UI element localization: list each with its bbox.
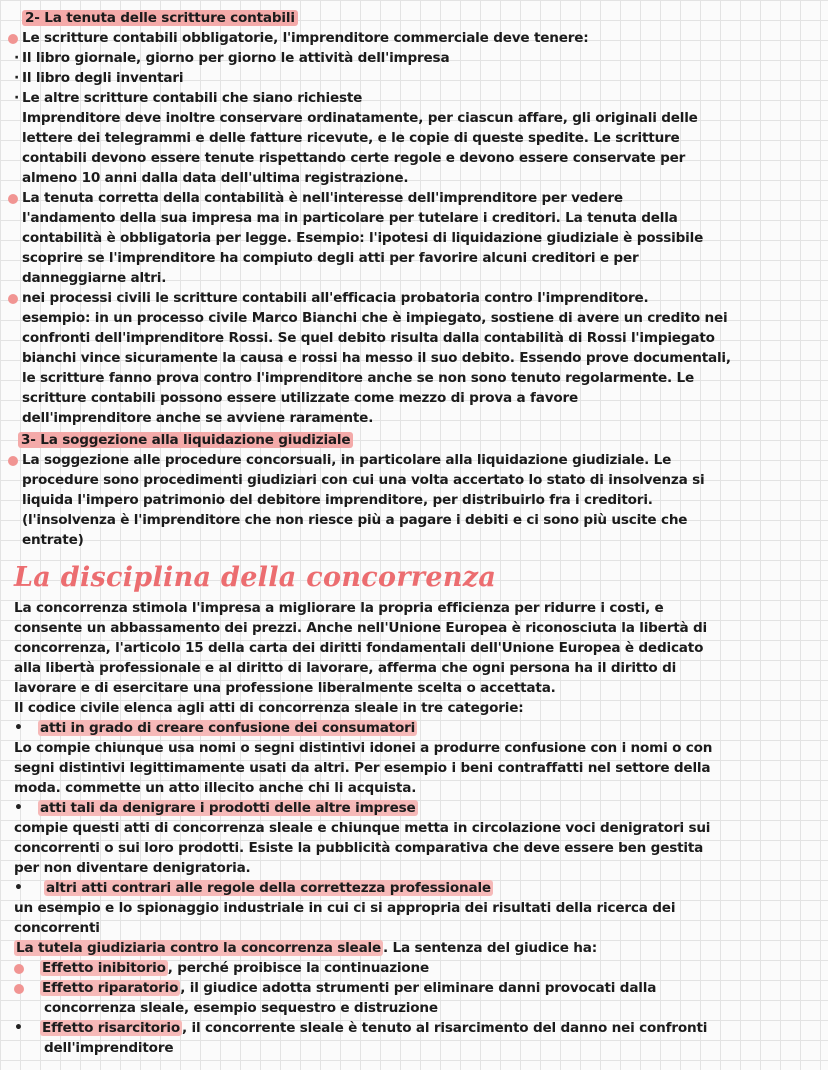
paragraph-line: l'andamento della sua impresa ma in particolare per tutelare i creditori. La tenuta della <box>22 210 678 226</box>
paragraph-line: contabilità è obbligatoria per legge. Esempio: l'ipotesi di liquidazione giudiziale è possibile <box>22 230 704 246</box>
pink-bullet-icon <box>14 964 24 974</box>
paragraph-line: per non diventare denigratoria. <box>14 860 251 876</box>
paragraph-line: lettere dei telegrammi e delle fatture ricevute, e le copie di queste spedite. Le scritture <box>22 130 680 146</box>
paragraph-line: bianchi vince sicuramente la causa e rossi ha messo il suo debito. Essendo prove documentali, <box>22 350 731 366</box>
paragraph-line: contabili devono essere tenute rispettando certe regole e devono essere conservate per <box>22 150 686 166</box>
paragraph-line: concorrenti <box>14 920 100 936</box>
paragraph-line: concorrenza, l'articolo 15 della carta dei diritti fondamentali dell'Unione Europea è dedicato <box>14 640 704 656</box>
list-item: Il libro giornale, giorno per giorno le attività dell'impresa <box>22 50 450 66</box>
paragraph-line: compie questi atti di concorrenza sleale e chiunque metta in circolazione voci denigratori sui <box>14 820 711 836</box>
pink-bullet-icon <box>14 984 24 994</box>
paragraph-line: lavorare e di esercitare una professione liberalmente scelta o accettata. <box>14 680 556 696</box>
paragraph-line: esempio: in un processo civile Marco Bianchi che è impiegato, sostiene di avere un credito nei <box>22 310 728 326</box>
category-label: atti tali da denigrare i prodotti delle altre imprese <box>40 800 416 816</box>
paragraph-line: scoprire se l'imprenditore ha compiuto degli atti per favorire alcuni creditori e per <box>22 250 639 266</box>
paragraph-line: almeno 10 anni dalla data dell'ultima registrazione. <box>22 170 409 186</box>
paragraph-line: moda. commette un atto illecito anche chi li acquista. <box>14 780 417 796</box>
bullet-icon: · <box>14 70 20 86</box>
paragraph-line: scritture contabili possono essere utilizzate come mezzo di prova a favore <box>22 390 579 406</box>
paragraph-line: concorrenza sleale, esempio sequestro e distruzione <box>44 1000 438 1016</box>
paragraph-line: Il codice civile elenca agli atti di concorrenza sleale in tre categorie: <box>14 700 524 716</box>
paragraph-line: le scritture fanno prova contro l'imprenditore anche se non sono tenuto regolarmente. Le <box>22 370 695 386</box>
pink-bullet-icon <box>8 294 18 304</box>
section-2-intro: Le scritture contabili obbligatorie, l'imprenditore commerciale deve tenere: <box>22 30 589 46</box>
paragraph-line: La soggezione alle procedure concorsuali, in particolare alla liquidazione giudiziale. Le <box>22 452 672 468</box>
paragraph-line: alla libertà professionale e al diritto di lavorare, afferma che ogni persona ha il diritto di <box>14 660 677 676</box>
paragraph-line: Imprenditore deve inoltre conservare ordinatamente, per ciascun affare, gli originali delle <box>22 110 698 126</box>
paragraph-line: Lo compie chiunque usa nomi o segni distintivi idonei a produrre confusione con i nomi o con <box>14 740 713 756</box>
pink-bullet-icon <box>8 34 18 44</box>
paragraph-line: segni distintivi legittimamente usati da altri. Per esempio i beni contraffatti nel settore della <box>14 760 711 776</box>
bullet-icon: · <box>14 90 20 106</box>
paragraph-line: (l'insolvenza è l'imprenditore che non riesce più a pagare i debiti e ci sono più uscite che <box>22 512 688 528</box>
concorrenza-title: La disciplina della concorrenza <box>14 562 497 593</box>
bullet-icon: • <box>14 720 23 736</box>
paragraph-line: dell'imprenditore <box>44 1040 174 1056</box>
tutela-line: La tutela giudiziaria contro la concorrenza sleale . La sentenza del giudice ha: <box>16 940 597 956</box>
section-3-heading: 3- La soggezione alla liquidazione giudiziale <box>18 430 353 450</box>
bullet-icon: • <box>14 880 23 896</box>
paragraph-line: liquida l'impero patrimonio del debitore imprenditore, per distribuirlo fra i creditori. <box>22 492 653 508</box>
section-2-heading: 2- La tenuta delle scritture contabili <box>22 8 298 28</box>
pink-bullet-icon <box>8 456 18 466</box>
effect-line: Effetto riparatorio , il giudice adotta strumenti per eliminare danni provocati dalla <box>42 980 657 996</box>
paragraph-line: consente un abbassamento dei prezzi. Anche nell'Unione Europea è riconosciuta la libertà di <box>14 620 707 636</box>
paragraph-line: procedure sono procedimenti giudiziari con cui una volta accertato lo stato di insolvenza si <box>22 472 705 488</box>
list-item: Le altre scritture contabili che siano richieste <box>22 90 363 106</box>
paragraph-line: nei processi civili le scritture contabili all'efficacia probatoria contro l'imprenditore. <box>22 290 649 306</box>
paragraph-line: La tenuta corretta della contabilità è nell'interesse dell'imprenditore per vedere <box>22 190 623 206</box>
effect-line: Effetto inibitorio , perché proibisce la continuazione <box>42 960 430 976</box>
category-label: altri atti contrari alle regole della correttezza professionale <box>46 880 491 896</box>
list-item: Il libro degli inventari <box>22 70 184 86</box>
paragraph-line: dell'imprenditore anche se avviene raramente. <box>22 410 374 426</box>
paragraph-line: entrate) <box>22 532 84 548</box>
pink-bullet-icon <box>8 194 18 204</box>
bullet-icon: · <box>14 50 20 66</box>
paragraph-line: concorrenti o sui loro prodotti. Esiste la pubblicità comparativa che deve essere ben gestita <box>14 840 704 856</box>
paragraph-line: un esempio e lo spionaggio industriale in cui ci si appropria dei risultati della ricerca dei <box>14 900 676 916</box>
bullet-icon: • <box>14 1020 23 1036</box>
paragraph-line: La concorrenza stimola l'impresa a migliorare la propria efficienza per ridurre i costi, e <box>14 600 664 616</box>
bullet-icon: • <box>14 800 23 816</box>
category-label: atti in grado di creare confusione dei consumatori <box>40 720 416 736</box>
paragraph-line: danneggiarne altri. <box>22 270 167 286</box>
paragraph-line: confronti dell'imprenditore Rossi. Se quel debito risulta dalla contabilità di Rossi l'impiegato <box>22 330 715 346</box>
effect-line: Effetto risarcitorio , il concorrente sleale è tenuto al risarcimento del danno nei confronti <box>42 1020 708 1036</box>
